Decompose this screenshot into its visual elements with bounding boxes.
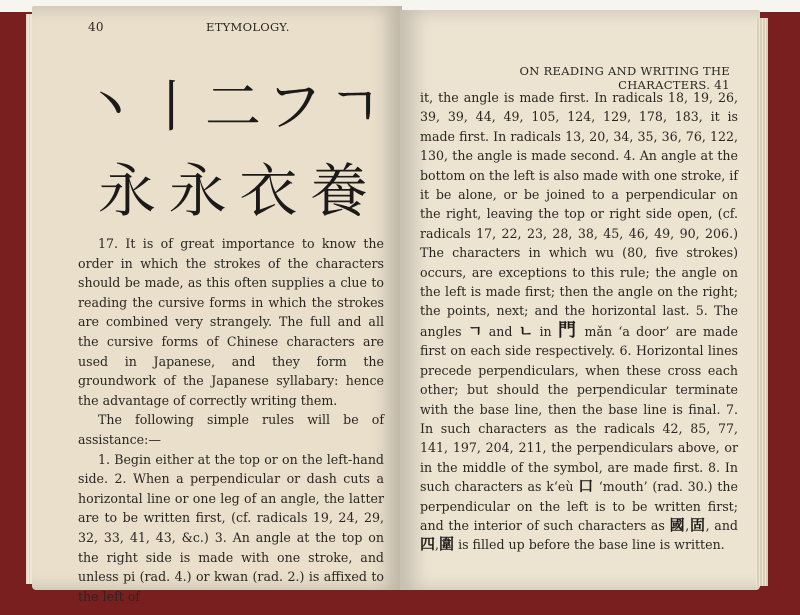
stroke-examples-row [82,68,382,138]
angle-glyph: ㄱ [467,321,483,340]
stroke-example: 丨 [143,75,200,140]
stroke-example: ㄱ [327,75,382,140]
character-examples-row [98,148,368,224]
stroke-example: 丶 [82,75,138,140]
open-book [12,0,792,604]
door-character: 門 [557,319,579,341]
text-run: , [435,537,440,553]
page-stack-right [756,18,768,586]
text-run: , and [705,517,738,533]
left-page-number: 40 [88,20,104,34]
left-header-title: ETYMOLOGY. [206,20,290,34]
angle-glyph: ㄴ [518,321,534,340]
character-example: 衣 [239,157,298,225]
paragraph [420,88,738,555]
mouth-character: 口 [578,477,595,496]
paragraph: 1. Begin either at the top or on the left-hand side. 2. When a perpendicular or dash cuts a horizontal line or one leg of an angle, the latter are to be written first, (cf. radicals 19, 24, 29, 32, 33, 41, 43, &c.) 3. An angle at the top on the right side is made with one stroke, and unless pi (rad. 4.) or kwan (rad. 2.) is affixed to the left of [78,451,384,604]
text-run: mǎn ‘a door’ are made first on each side respectively. 6. Horizontal lines precede perpendiculars, when these cross each other; but should the perpendicular terminate with the base line, then the base line is final. 7. In such characters as the radicals 42, 85, 77, 141, 197, 204, 211, the perpendiculars above, or in the middle of the symbol, are made first. 8. In such characters as k‘eù [420,323,738,495]
character-example: 永 [168,157,227,225]
right-header-title: ON READING AND WRITING THE CHARACTERS. [519,64,730,92]
left-body-text [78,234,384,606]
text-run: and [488,323,513,339]
text-run: , [685,517,690,533]
right-body-text [420,88,738,555]
text-run: ‘mouth’ (rad. 30.) the perpendicular on the left is to be written first; and the interior of such characters as [420,479,738,533]
character-example: 永 [98,157,157,225]
stroke-example: フ [266,75,323,140]
stroke-example: 二 [204,75,261,140]
text-run: it, the angle is made first. In radicals 18, 19, 26, 39, 39, 44, 49, 105, 124, 129, 178, 183, it is made first. In radicals 13, 20, 34, 35, 36, 76, 122, 130, the angle is made second. 4. An angle at the bottom on the left is also made with one stroke, if it be alone, or be joined to a perpendicular on the right, leaving the top or right side open, (cf. radicals 17, 22, 23, 28, 38, 45, 46, 49, 90, 206.) The characters in which wu (80, five strokes) occurs, are exceptions to this rule; the angle on the left is made first; then the angle on the right; the points, next; and the horizontal last. 5. The angles [420,90,738,339]
character-example: 養 [309,157,368,225]
text-run: is filled up before the base line is written. [458,537,725,553]
left-page [32,6,402,604]
example-character: 四 [420,535,436,554]
text-run: in [539,323,552,339]
example-character: 圍 [439,535,455,554]
right-page-number: 41 [714,78,730,92]
left-running-head [88,20,388,34]
right-page [400,10,760,590]
example-character: 國 [669,515,686,534]
paragraph: 17. It is of great importance to know the order in which the strokes of the characters should be made, as this often supplies a clue to reading the cursive forms in which the strokes are combined very strangely. The full and all the cursive forms of Chinese characters are used in Japanese, and they form the groundwork of the Japanese syllabary: hence the advantage of correctly writing them. [78,236,384,408]
paragraph: The following simple rules will be of assistance:— [78,412,384,447]
example-character: 固 [689,515,706,534]
